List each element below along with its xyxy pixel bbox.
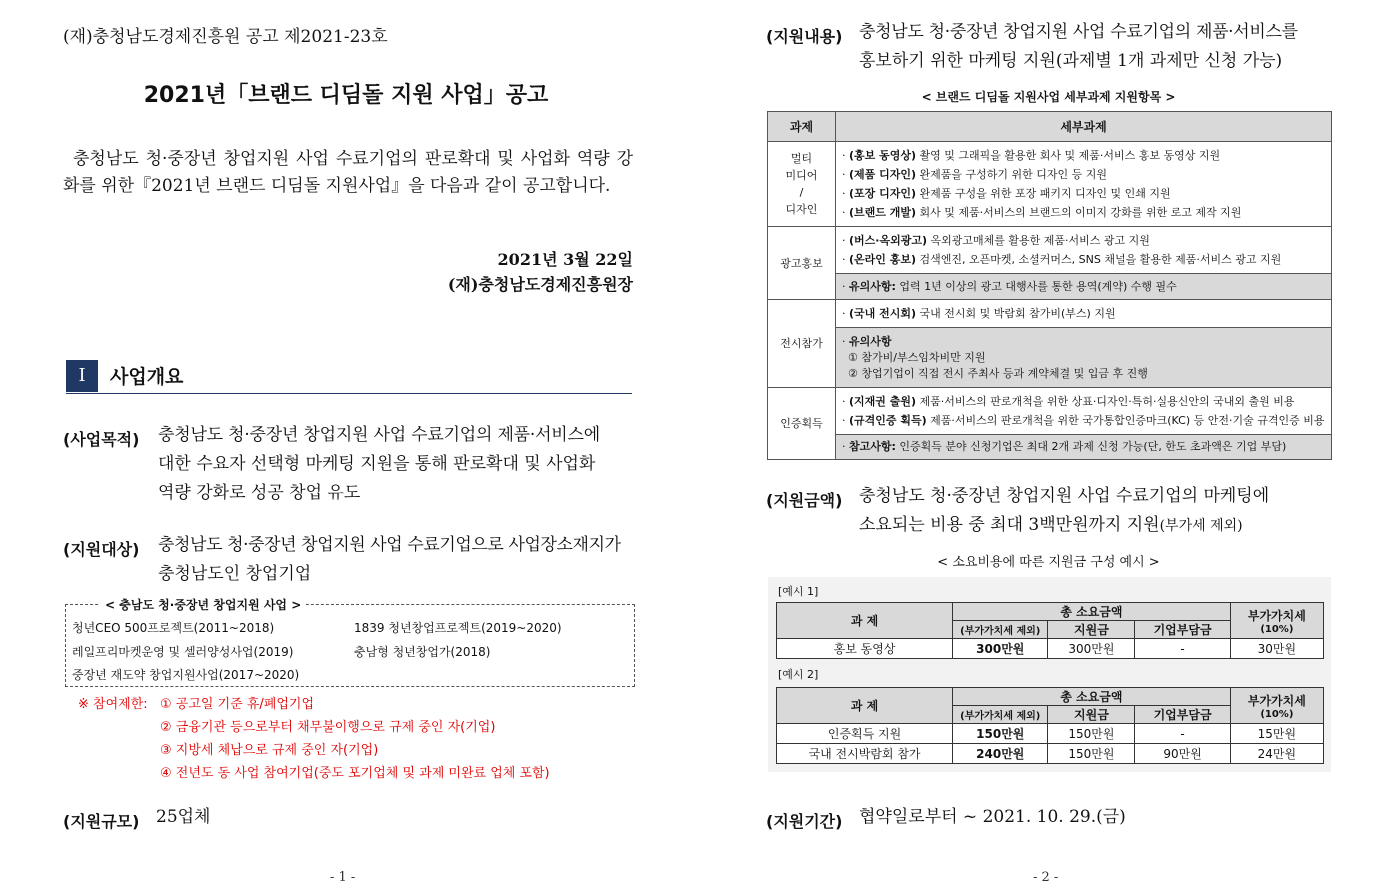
section-title: 사업개요	[110, 366, 184, 388]
program-item: 충남형 청년창업가(2018)	[354, 645, 491, 659]
content-line: 홍보하기 위한 마케팅 지원(과제별 1개 과제만 신청 가능)	[859, 51, 1283, 71]
subtask-item: · (지재권 출원) 제품·서비스의 판로개척을 위한 상표·디자인·특허·실용신안의 국내외 출원 비용	[842, 395, 1295, 408]
col-self: 기업부담금	[1135, 706, 1230, 724]
category-line: 미디어	[785, 169, 818, 182]
content-text	[859, 18, 1337, 76]
example-caption: < 소요비용에 따른 지원금 구성 예시 >	[937, 555, 1160, 570]
cell-self: -	[1135, 639, 1230, 659]
col-total-sub: (부가가치세 제외)	[953, 706, 1048, 724]
purpose-text	[158, 421, 633, 508]
content-line: 충청남도 청·중장년 창업지원 사업 수료기업의 제품·서비스를	[859, 22, 1298, 42]
col-total: 총 소요금액	[953, 688, 1231, 706]
exhibit-note: · 유의사항 ① 참가비/부스임차비만 지원 ② 창업기업이 직접 전시 주최사 등과 계약체결 및 입금 후 진행	[836, 328, 1332, 388]
cell-self: 90만원	[1135, 744, 1230, 764]
purpose-label: (사업목적)	[63, 430, 140, 449]
page-number: - 2 -	[1033, 870, 1059, 885]
table-row	[777, 639, 1324, 659]
cell-support: 300만원	[1048, 639, 1135, 659]
cell-support: 150만원	[1048, 724, 1135, 744]
example-box	[768, 577, 1331, 772]
exhibit-items	[836, 300, 1332, 328]
period-label: (지원기간)	[766, 812, 843, 831]
col-total: 총 소요금액	[953, 603, 1231, 621]
table-caption: < 브랜드 디딤돌 지원사업 세부과제 지원항목 >	[921, 90, 1176, 104]
subtask-item: · (버스·옥외광고) 옥외광고매체를 활용한 제품·서비스 광고 지원	[842, 234, 1150, 247]
purpose-line: 충청남도 청·중장년 창업지원 사업 수료기업의 제품·서비스에	[158, 425, 600, 445]
programs-caption: < 충남도 청·중장년 창업지원 사업 >	[100, 596, 306, 613]
cell-vat: 30만원	[1230, 639, 1323, 659]
amount-line: 충청남도 청·중장년 창업지원 사업 수료기업의 마케팅에	[859, 486, 1270, 506]
example-2-label: [예시 2]	[778, 668, 819, 681]
purpose-line: 역량 강화로 성공 창업 유도	[158, 483, 361, 503]
notice-date: 2021년 3월 22일	[497, 250, 633, 269]
col-self: 기업부담금	[1135, 621, 1230, 639]
col-vat: 부가가치세 (10%)	[1230, 688, 1323, 724]
category-cert: 인증획득	[768, 388, 836, 460]
program-item: 레일프리마켓운영 및 셀러양성사업(2019)	[72, 645, 294, 659]
intro-paragraph: 충청남도 청·중장년 창업지원 사업 수료기업의 판로확대 및 사업화 역량 강화를 위한『2021년 브랜드 디딤돌 지원사업』을 다음과 같이 공고합니다.	[63, 149, 633, 196]
target-line: 충청남도인 창업기업	[158, 564, 312, 584]
issuer-name: (재)충청남도경제진흥원장	[447, 275, 633, 294]
cert-note: · 참고사항: 인증획득 분야 신청기업은 최대 2개 과제 신청 가능(단, 한도 초과액은 기업 부담)	[836, 435, 1332, 460]
section-heading	[66, 360, 632, 394]
example-2-table	[776, 687, 1324, 764]
cell-total: 300만원	[953, 639, 1048, 659]
cell-self: -	[1135, 724, 1230, 744]
amount-text	[859, 482, 1337, 541]
target-line: 충청남도 청·중장년 창업지원 사업 수료기업으로 사업장소재지가	[158, 535, 621, 555]
cell-total: 240만원	[953, 744, 1048, 764]
example-1-label: [예시 1]	[778, 585, 819, 598]
table-header: 과제	[768, 112, 836, 142]
ad-items	[836, 227, 1332, 274]
subtask-item: · (국내 전시회) 국내 전시회 및 박람회 참가비(부스) 지원	[842, 307, 1116, 320]
cell-vat: 24만원	[1230, 744, 1323, 764]
exclusion-item: ④ 전년도 동 사업 참여기업(중도 포기업체 및 과제 미완료 업체 포함)	[160, 766, 550, 781]
exclusion-item: ② 금융기관 등으로부터 채무불이행으로 규제 중인 자(기업)	[160, 720, 496, 735]
subtask-item: · (온라인 홍보) 검색엔진, 오픈마켓, 소셜커머스, SNS 채널을 활용한 제품·서비스 광고 지원	[842, 253, 1282, 266]
subtask-item: · (홍보 동영상) 촬영 및 그래픽을 활용한 회사 및 제품·서비스 홍보 동영상 지원	[842, 149, 1221, 162]
subtask-item: · (규격인증 획득) 제품·서비스의 판로개척을 위한 국가통합인증마크(KC) 등 안전·기술 규격인증 비용	[842, 414, 1325, 427]
col-vat: 부가가치세 (10%)	[1230, 603, 1323, 639]
category-exhibit: 전시참가	[768, 300, 836, 388]
scale-value: 25업체	[156, 807, 211, 827]
ad-note: · 유의사항: 업력 1년 이상의 광고 대행사를 통한 용역(계약) 수행 필수	[836, 274, 1332, 300]
subtask-item: · (제품 디자인) 완제품을 구성하기 위한 디자인 등 지원	[842, 168, 1108, 181]
program-item: 중장년 재도약 창업지원사업(2017~2020)	[72, 668, 300, 682]
cell-vat: 15만원	[1230, 724, 1323, 744]
document-title: 2021년「브랜드 디딤돌 지원 사업」공고	[143, 83, 549, 108]
scale-label: (지원규모)	[63, 812, 140, 831]
subtask-item: · (브랜드 개발) 회사 및 제품·서비스의 브랜드의 이미지 강화를 위한 로고 제작 지원	[842, 206, 1242, 219]
col-total-sub: (부가가치세 제외)	[953, 621, 1048, 639]
notice-number: (재)충청남도경제진흥원 공고 제2021-23호	[63, 27, 388, 47]
table-row	[768, 435, 1332, 460]
exclusion-item: ③ 지방세 체납으로 규제 중인 자(기업)	[160, 743, 379, 758]
table-header-row	[768, 112, 1332, 142]
col-task: 과 제	[777, 603, 953, 639]
table-row	[768, 328, 1332, 388]
amount-label: (지원금액)	[766, 491, 843, 510]
cell-total: 150만원	[953, 724, 1048, 744]
target-label: (지원대상)	[63, 540, 140, 559]
cell-support: 150만원	[1048, 744, 1135, 764]
col-task: 과 제	[777, 688, 953, 724]
cell-task: 인증획득 지원	[777, 724, 953, 744]
exclusion-label: ※ 참여제한:	[78, 697, 148, 712]
table-row	[777, 724, 1324, 744]
content-label: (지원내용)	[766, 27, 843, 46]
amount-line-2: 소요되는 비용 중 최대 3백만원까지 지원(부가세 제외)	[859, 515, 1243, 535]
category-ad: 광고홍보	[768, 227, 836, 300]
media-items	[836, 142, 1332, 227]
period-value: 협약일로부터 ~ 2021. 10. 29.(금)	[859, 807, 1126, 827]
table-row	[768, 274, 1332, 300]
program-item: 청년CEO 500프로젝트(2011~2018)	[72, 621, 275, 635]
example-1-table	[776, 602, 1324, 659]
purpose-line: 대한 수요자 선택형 마케팅 지원을 통해 판로확대 및 사업화	[158, 454, 596, 474]
page-number: - 1 -	[330, 870, 356, 885]
category-line: 멀티	[790, 152, 813, 165]
subtask-item: · (포장 디자인) 완제품 구성을 위한 포장 패키지 디자인 및 인쇄 지원	[842, 187, 1171, 200]
table-row	[768, 388, 1332, 435]
exclusion-item: ① 공고일 기준 휴/폐업기업	[160, 697, 315, 712]
category-line: 디자인	[785, 203, 818, 216]
programs-box	[65, 598, 635, 687]
table-row	[768, 227, 1332, 274]
program-item: 1839 청년창업프로젝트(2019~2020)	[354, 621, 562, 635]
subtask-table	[767, 111, 1332, 460]
category-line: /	[799, 186, 804, 199]
table-header: 세부과제	[836, 112, 1332, 142]
section-number: Ⅰ	[66, 360, 98, 392]
category-media	[768, 142, 836, 227]
cert-items	[836, 388, 1332, 435]
col-support: 지원금	[1048, 706, 1135, 724]
col-support: 지원금	[1048, 621, 1135, 639]
cell-task: 국내 전시박람회 참가	[777, 744, 953, 764]
table-row	[777, 744, 1324, 764]
table-row	[768, 300, 1332, 328]
target-text	[158, 531, 633, 589]
cell-task: 홍보 동영상	[777, 639, 953, 659]
table-row	[768, 142, 1332, 227]
